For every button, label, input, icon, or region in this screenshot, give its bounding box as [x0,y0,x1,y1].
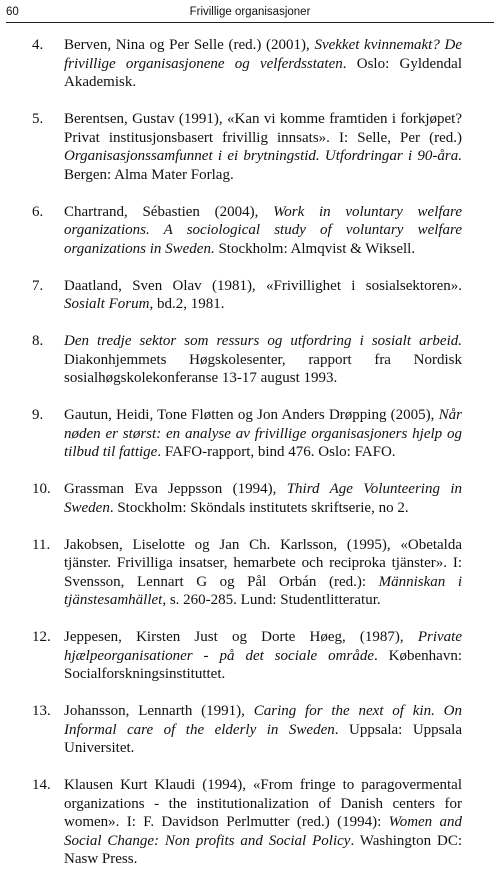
reference-title: Svekket kvinnemakt? De frivillige organisasjonene og velferdsstaten [64,37,462,72]
reference-title: Sosialt Forum [64,296,150,312]
reference-title: Människan i tjänstesamhället [64,573,462,608]
reference-item [32,776,462,869]
reference-item [32,480,462,517]
reference-text-segment: , bd.2, 1981. [149,296,225,312]
reference-number: 13. [32,703,51,719]
reference-number: 10. [32,481,51,497]
reference-text-segment: Chartrand, Sébastien (2004), [64,203,274,220]
reference-text-segment: Daatland, Sven Olav (1981), «Frivillighet i sosialsektoren». [64,277,462,294]
reference-title: Work in voluntary welfare organizations. A sociological study of voluntary welfare organizations in Sweden. [64,203,462,257]
reference-title: Organisasjonssamfunnet i ei brytningstid. Utfordringar i 90-åra. [64,148,462,164]
reference-text-segment: Jeppesen, Kirsten Just og Dorte Høeg, (1987), [64,629,418,645]
reference-text [64,278,462,313]
reference-title: Private hjælpeorganisationer - på det sociale område [64,629,462,664]
reference-item [32,406,462,462]
reference-number: 12. [32,629,51,645]
reference-item [32,332,462,388]
reference-item [32,702,462,758]
reference-number: 11. [32,536,51,553]
reference-item [32,277,462,314]
reference-text [64,629,462,682]
reference-item [32,628,462,684]
reference-item [32,536,462,610]
reference-item [32,36,462,92]
reference-text [64,333,462,386]
reference-number: 6. [32,203,44,220]
reference-number: 5. [32,111,44,127]
reference-text-segment: . Stockholm: Sköndals institutets skriftserie, no 2. [109,499,409,516]
reference-number: 9. [32,407,44,423]
reference-text [64,703,462,756]
reference-title: Women and Social Change: Non profits and Social Policy [64,814,463,849]
reference-number: 8. [32,333,44,349]
page-header [6,4,494,23]
reference-text [64,537,462,609]
reference-text-segment: . Uppsala: Uppsala Universitet. [64,721,462,756]
reference-text-segment: Klausen Kurt Klaudi (1994), «From fringe to paragovermental organizations - the institutionalization of Danish centers for women». I: F. Davidson Perlmutter (red.) (1994): [64,777,462,830]
reference-title: Når nøden er størst: en analyse av frivillige organisasjoners hjelp og tilbud til fattige [64,407,462,460]
reference-item [32,110,462,184]
reference-text-segment: Johansson, Lennarth (1991), [64,703,254,719]
reference-text-segment: Grassman Eva Jeppsson (1994), [64,481,287,497]
reference-text-segment: Stockholm: Almqvist & Wiksell. [214,240,416,257]
page-number: 60 [6,6,19,18]
reference-list [32,36,462,887]
reference-text-segment: . Oslo: Gyldendal Akademisk. [64,55,462,90]
reference-text [64,777,462,867]
reference-text-segment: . København: Socialforskningsinstituttet. [64,647,462,682]
reference-text [64,37,462,90]
reference-text-segment: . Washington DC: Nasw Press. [64,832,462,867]
reference-text-segment: Berven, Nina og Per Selle (red.) (2001), [64,37,315,53]
reference-title: Den tredje sektor som ressurs og utfordring i sosialt arbeid. [64,333,462,349]
reference-text-segment: Berentsen, Gustav (1991), «Kan vi komme framtiden i forkjøpet? Privat institusjonsbasert frivillig innsats». I: Selle, Per (red.) [64,111,462,146]
reference-number: 14. [32,777,51,793]
running-title: Frivillige organisasjoner [189,6,311,18]
reference-text-segment: Bergen: Alma Mater Forlag. [64,166,234,183]
reference-text [64,407,462,460]
reference-text-segment: Diakonhjemmets Høgskolesenter, rapport fra Nordisk sosialhøgskolekonferanse 13-17 august 1993. [64,351,462,386]
reference-text-segment: Jakobsen, Liselotte og Jan Ch. Karlsson, (1995), «Obetalda tjänster. Frivilliga insatser, hemarbete och reciproka tjänster». I: Svensson, Lennart G og Pål Orbán (red.): [64,536,462,590]
reference-text [64,111,462,183]
reference-text-segment: Gautun, Heidi, Tone Fløtten og Jon Anders Drøpping (2005), [64,407,439,423]
reference-number: 4. [32,37,44,53]
reference-text-segment: , s. 260-285. Lund: Studentlitteratur. [162,592,381,608]
reference-number: 7. [32,277,44,294]
reference-title: Caring for the next of kin. On Informal care of the elderly in Sweden [64,703,462,738]
reference-text-segment: . FAFO-rapport, bind 476. Oslo: FAFO. [157,444,396,460]
reference-text [64,481,462,516]
reference-title: Third Age Volunteering in Sweden [64,481,462,516]
reference-text [64,204,462,257]
reference-item [32,203,462,259]
